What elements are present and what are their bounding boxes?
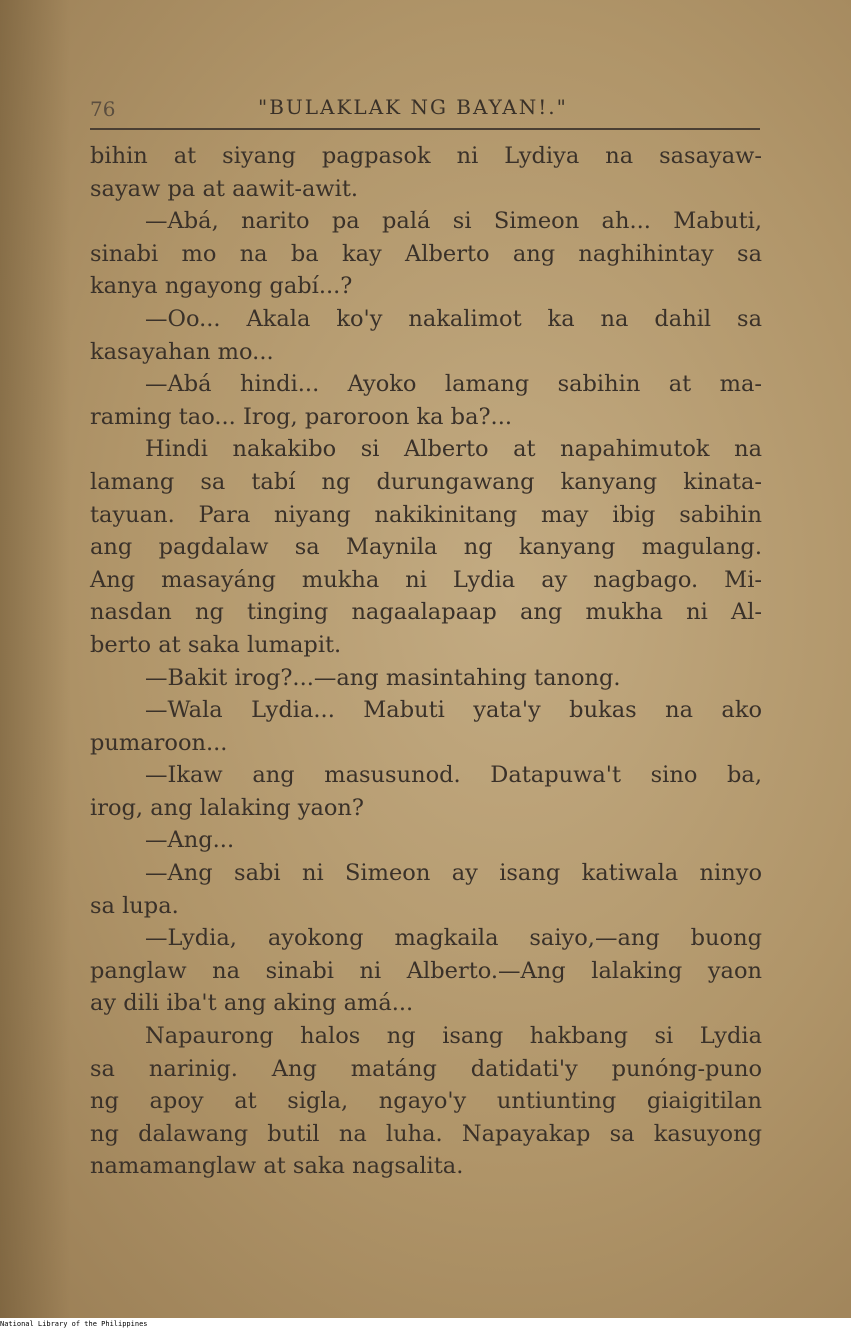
page-number: 76	[90, 97, 116, 121]
text-line: —Ang...	[145, 827, 235, 854]
text-line: nasdan ng tinging nagaalapaap ang mukha ni Al-	[90, 599, 762, 626]
text-line: —Ikaw ang masusunod. Datapuwa't sino ba,	[145, 762, 762, 789]
text-line: bihin at siyang pagpasok ni Lydiya na sasayaw-	[90, 143, 762, 169]
text-line: Ang masayáng mukha ni Lydia ay nagbago. Mi-	[90, 566, 762, 593]
text-line: lamang sa tabí ng durungawang kanyang kinata-	[90, 468, 762, 495]
text-line: Napaurong halos ng isang hakbang si Lydia	[145, 1023, 762, 1050]
text-line: berto at saka lumapit.	[90, 631, 342, 658]
text-line: sa narinig. Ang matáng datidati'y punóng-puno	[90, 1055, 762, 1082]
text-line: —Lydia, ayokong magkaila saiyo,—ang buong	[145, 925, 762, 952]
text-line: —Abá, narito pa palá si Simeon ah... Mabuti,	[145, 208, 762, 235]
text-line: —Abá hindi... Ayoko lamang sabihin at ma-	[145, 371, 762, 398]
text-line: ng apoy at sigla, ngayo'y untiunting giaigitilan	[90, 1088, 762, 1115]
body-text	[90, 140, 762, 1183]
text-line: sa lupa.	[90, 892, 179, 919]
text-line: —Bakit irog?...—ang masintahing tanong.	[145, 664, 621, 691]
text-line: ang pagdalaw sa Maynila ng kanyang magulang.	[90, 534, 762, 561]
text-line: irog, ang lalaking yaon?	[90, 794, 364, 821]
header-rule	[90, 128, 760, 130]
page-edge-shadow	[0, 0, 70, 1318]
page-header	[90, 95, 760, 125]
text-line: ay dili iba't ang aking amá...	[90, 990, 414, 1017]
text-line: kasayahan mo...	[90, 338, 274, 365]
running-title: "BULAKLAK NG BAYAN!."	[258, 95, 568, 119]
text-line: kanya ngayong gabí...?	[90, 273, 353, 300]
text-line: namamanglaw at saka nagsalita.	[90, 1153, 464, 1180]
text-line: sinabi mo na ba kay Alberto ang naghihintay sa	[90, 240, 762, 267]
text-line: sayaw pa at aawit-awit.	[90, 175, 359, 202]
text-line: —Wala Lydia... Mabuti yata'y bukas na ako	[145, 697, 762, 724]
text-line: raming tao... Irog, paroroon ka ba?...	[90, 403, 513, 430]
text-line: ng dalawang butil na luha. Napayakap sa kasuyong	[90, 1120, 762, 1147]
text-line: panglaw na sinabi ni Alberto.—Ang lalaking yaon	[90, 957, 762, 984]
text-line: —Oo... Akala ko'y nakalimot ka na dahil sa	[145, 305, 762, 332]
text-line: pumaroon...	[90, 729, 228, 756]
text-line: Hindi nakakibo si Alberto at napahimutok na	[145, 436, 762, 463]
text-line: tayuan. Para niyang nakikinitang may ibig sabihin	[90, 501, 762, 528]
text-line: —Ang sabi ni Simeon ay isang katiwala ninyo	[145, 860, 762, 887]
library-credit: National Library of the Philippines	[0, 1320, 148, 1328]
